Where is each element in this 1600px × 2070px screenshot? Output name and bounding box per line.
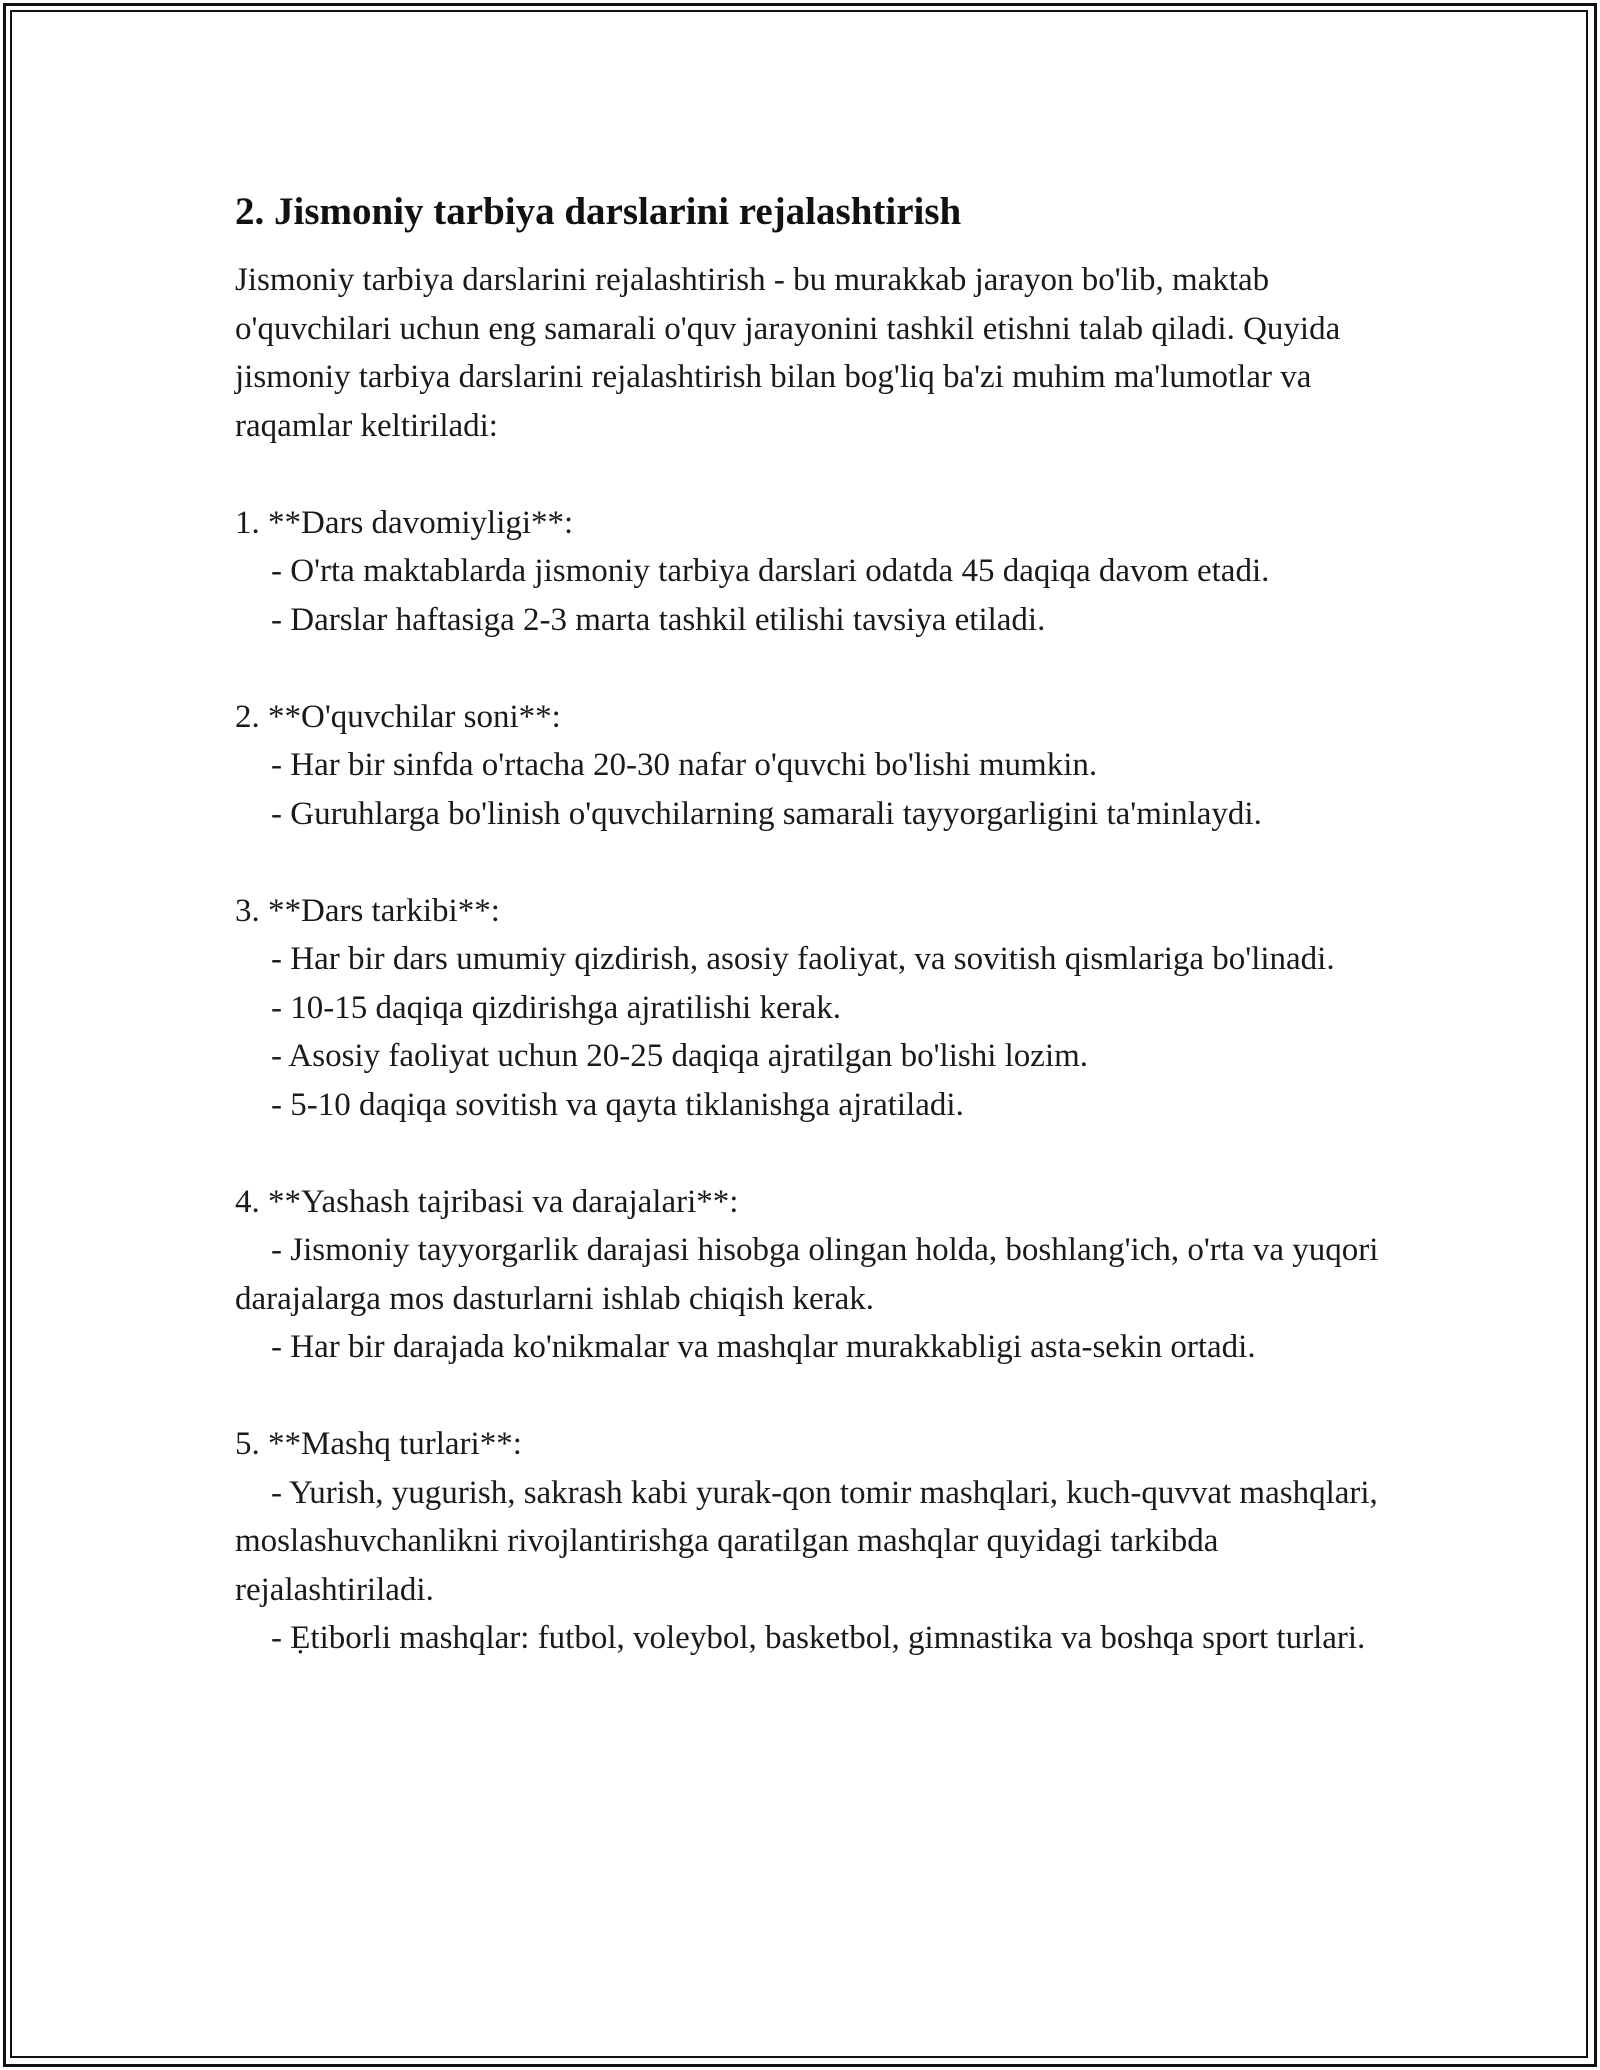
bullet-item: - Guruhlarga bo'linish o'quvchilarning samarali tayyorgarligini ta'minlaydi. [271, 795, 1262, 832]
section-oquvchilar-soni [235, 693, 1395, 839]
section-title: 1. **Dars davomiyligi**: [235, 504, 574, 541]
section-title: 2. **O'quvchilar soni**: [235, 698, 561, 735]
bullet-item: - O'rta maktablarda jismoniy tarbiya darslari odatda 45 daqiqa davom etadi. [271, 553, 1270, 589]
bullet-item: - Har bir sinfda o'rtacha 20-30 nafar o'quvchi bo'lishi mumkin. [271, 747, 1098, 783]
section-title: 4. **Yashash tajribasi va darajalari**: [235, 1183, 739, 1220]
bullet-item: - Asosiy faoliyat uchun 20-25 daqiqa ajratilgan bo'lishi lozim. [271, 1038, 1089, 1074]
bullet-item: - Har bir darajada ko'nikmalar va mashqlar murakkabligi asta-sekin ortadi. [271, 1329, 1256, 1365]
section-title: 5. **Mashq turlari**: [235, 1426, 522, 1462]
section-dars-tarkibi [235, 887, 1395, 1130]
section-title: 3. **Dars tarkibi**: [235, 892, 500, 929]
section-yashash-tajribasi [235, 1178, 1395, 1372]
bullet-item: - Darslar haftasiga 2-3 marta tashkil etilishi tavsiya etiladi. [271, 601, 1046, 638]
bullet-item: - 5-10 daqiqa sovitish va qayta tiklanishga ajratiladi. [271, 1086, 964, 1123]
document-heading: 2. Jismoniy tarbiya darslarini rejalashtirish [235, 190, 962, 233]
bullet-item: - Yurish, yugurish, sakrash kabi yurak-qon tomir mashqlari, kuch-quvvat mashqlari, moslashuvchanlikni rivojlantirishga qaratilgan mashqlar quyidagi tarkibda rejalashtiriladi. [235, 1474, 1378, 1608]
intro-paragraph: Jismoniy tarbiya darslarini rejalashtirish - bu murakkab jarayon bo'lib, maktab o'quvchilari uchun eng samarali o'quv jarayonini tashkil etishni talab qiladi. Quyida jismoniy tarbiya darslarini rejalashtirish bilan bog'liq ba'zi muhim ma'lumotlar va raqamlar keltiriladi: [235, 262, 1349, 444]
section-mashq-turlari [235, 1420, 1395, 1663]
section-dars-davomiyligi [235, 499, 1395, 645]
bullet-item: - 10-15 daqiqa qizdirishga ajratilishi kerak. [271, 989, 841, 1026]
bullet-item: - Ẹtiborli mashqlar: futbol, voleybol, basketbol, gimnastika va boshqa sport turlari. [271, 1620, 1366, 1656]
bullet-item: - Har bir dars umumiy qizdirish, asosiy faoliyat, va sovitish qismlariga bo'linadi. [271, 941, 1335, 977]
document-body [235, 188, 1395, 1711]
bullet-item: - Jismoniy tayyorgarlik darajasi hisobga olingan holda, boshlang'ich, o'rta va yuqori darajalarga mos dasturlarni ishlab chiqish kerak. [235, 1232, 1379, 1317]
